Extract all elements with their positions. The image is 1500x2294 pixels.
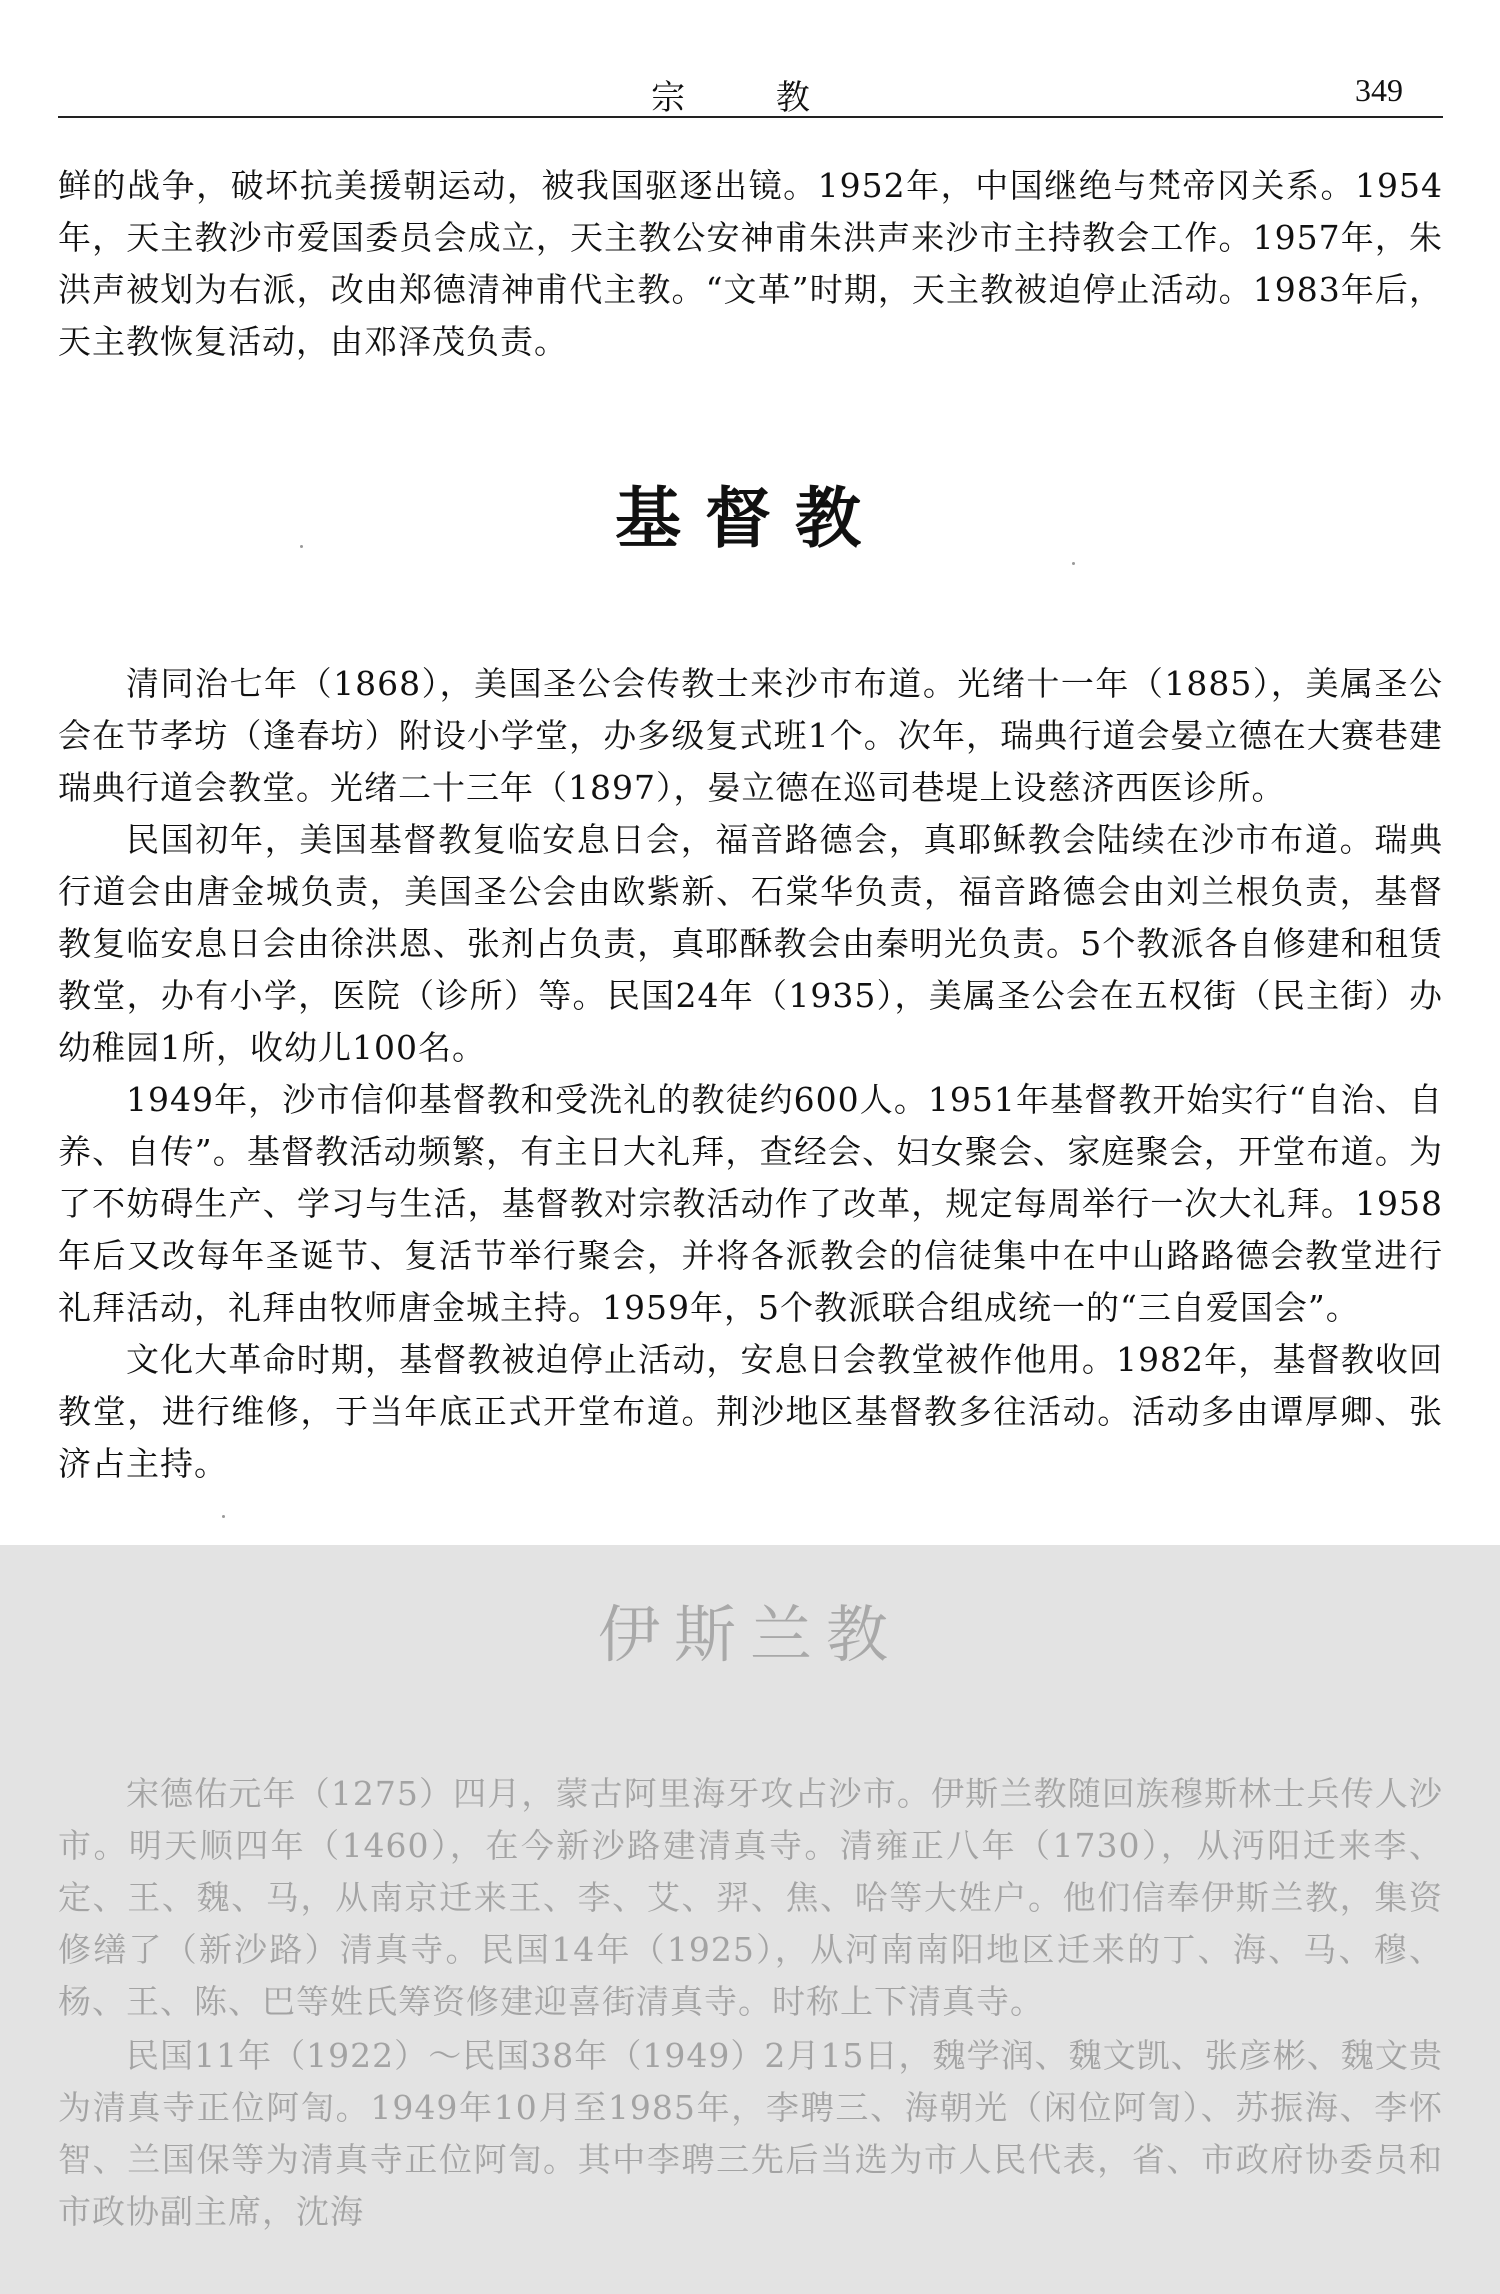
christianity-paragraph-2: 民国初年，美国基督教复临安息日会，福音路德会，真耶稣教会陆续在沙市布道。瑞典行道会由唐金城负责，美国圣公会由欧紫新、石棠华负责，福音路德会由刘兰根负责，基督教复临安息日会由徐洪恩、张剂占负责，真耶酥教会由秦明光负责。5个教派各自修建和租赁教堂，办有小学，医院（诊所）等。民国24年（1935），美属圣公会在五权街（民主街）办幼稚园1所，收幼儿100名。 xyxy=(58,820,1443,1067)
header-title: 宗 教 xyxy=(651,78,850,118)
islam-paragraph-1: 宋德佑元年（1275）四月，蒙古阿里海牙攻占沙市。伊斯兰教随回族穆斯林士兵传人沙市。明天顺四年（1460），在今新沙路建清真寺。清雍正八年（1730），从沔阳迁来李、定、王、魏、马，从南京迁来王、李、艾、羿、焦、哈等大姓户。他们信奉伊斯兰教，集资修缮了（新沙路）清真寺。民国14年（1925），从河南南阳地区迁来的丁、海、马、穆、杨、王、陈、巴等姓氏筹资修建迎喜街清真寺。时称上下清真寺。 xyxy=(58,1774,1443,2021)
islam-paragraph-2: 民国11年（1922）～民国38年（1949）2月15日，魏学润、魏文凯、张彦彬、魏文贵为清真寺正位阿訇。1949年10月至1985年，李聘三、海朝光（闲位阿訇）、苏振海、李怀智、兰国保等为清真寺正位阿訇。其中李聘三先后当选为市人民代表，省、市政府协委员和市政协副主席，沈海 xyxy=(58,2036,1443,2231)
scan-speck xyxy=(222,1515,225,1518)
intro-paragraph: 鲜的战争，破坏抗美援朝运动，被我国驱逐出镜。1952年，中国继绝与梵帝冈关系。1954年，天主教沙市爱国委员会成立，天主教公安神甫朱洪声来沙市主持教会工作。1957年，朱洪声被划为右派，改由郑德清神甫代主教。“文革”时期，天主教被迫停止活动。1983年后，天主教恢复活动，由邓泽茂负责。 xyxy=(58,166,1443,361)
scan-speck xyxy=(1072,562,1075,565)
running-header xyxy=(58,60,1443,118)
christianity-paragraph-3: 1949年，沙市信仰基督教和受洗礼的教徒约600人。1951年基督教开始实行“自治、自养、自传”。基督教活动频繁，有主日大礼拜，查经会、妇女聚会、家庭聚会，开堂布道。为了不妨碍生产、学习与生活，基督教对宗教活动作了改革，规定每周举行一次大礼拜。1958年后又改每年圣诞节、复活节举行聚会，并将各派教会的信徒集中在中山路路德会教堂进行礼拜活动，礼拜由牧师唐金城主持。1959年，5个教派联合组成统一的“三自爱国会”。 xyxy=(58,1080,1443,1327)
scan-speck xyxy=(300,545,303,548)
intro-section xyxy=(58,160,1443,368)
christianity-paragraph-4: 文化大革命时期，基督教被迫停止活动，安息日会教堂被作他用。1982年，基督教收回教堂，进行维修，于当年底正式开堂布道。荆沙地区基督教多往活动。活动多由谭厚卿、张济占主持。 xyxy=(58,1340,1443,1483)
page-number: 349 xyxy=(1355,72,1403,108)
islam-section xyxy=(58,1768,1443,2240)
christianity-section xyxy=(58,658,1443,1490)
christianity-paragraph-1: 清同治七年（1868），美国圣公会传教士来沙市布道。光绪十一年（1885），美属圣公会在节孝坊（逢春坊）附设小学堂，办多级复式班1个。次年，瑞典行道会晏立德在大赛巷建瑞典行道会教堂。光绪二十三年（1897），晏立德在巡司巷堤上设慈济西医诊所。 xyxy=(58,664,1443,807)
section-heading-christianity: 基督教 xyxy=(615,480,885,557)
section-heading-islam: 伊斯兰教 xyxy=(597,1598,902,1671)
